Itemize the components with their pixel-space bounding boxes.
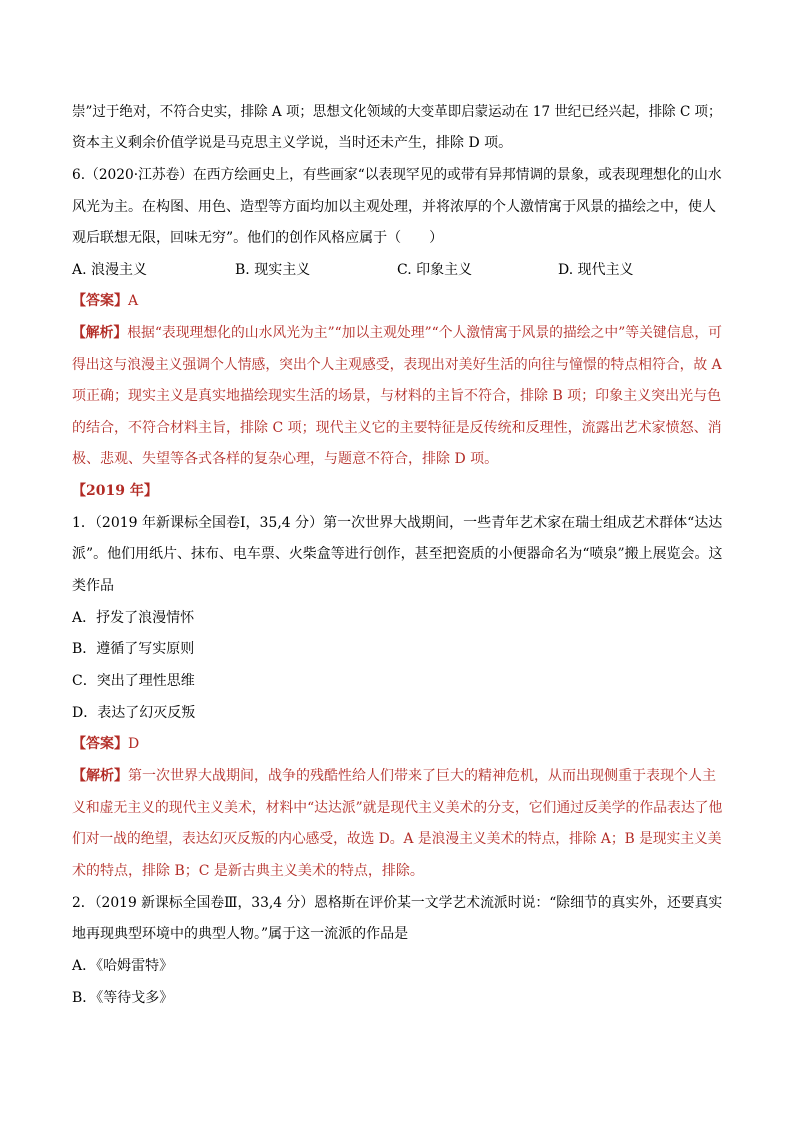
option-b: B．《等待戈多》: [72, 990, 174, 1006]
answer-value: A: [128, 293, 139, 309]
analysis-line: 们对一战的绝望，表达幻灭反叛的内心感受，故选 D。A 是浪漫主义美术的特点，排除 A；B 是现实主义美: [72, 831, 722, 847]
answer-line: [72, 734, 722, 754]
analysis-line: 义和虚无主义的现代主义美术，材料中“达达派”就是现代主义美术的分支，它们通过反美学的作品表达了他: [72, 800, 723, 816]
option-a: A．抒发了浪漫情怀: [72, 610, 195, 626]
answer-line: [72, 291, 722, 311]
answer-value: D: [128, 736, 140, 752]
question-stem-line: 1．（2019 年新课标全国卷Ⅰ，35,4 分）第一次世界大战期间，一些青年艺术家在瑞士组成艺术群体“达达: [72, 515, 723, 531]
analysis-line: 得出这与浪漫主义强调个人情感，突出个人主观感受，表现出对美好生活的向往与憧憬的特点相符合，故 A: [72, 357, 722, 373]
option-a: A．《哈姆雷特》: [72, 958, 174, 974]
question-stem-line: 派”。他们用纸片、抹布、电车票、火柴盒等进行创作，甚至把瓷质的小便器命名为“喷泉”搬上展览会。这: [72, 546, 723, 562]
option-a: A. 浪漫主义: [72, 262, 148, 278]
prev-explanation-line: 资本主义剩余价值学说是马克思主义学说，当时还未产生，排除 D 项。: [72, 135, 513, 151]
question-stem-line: 地再现典型环境中的典型人物。”属于这一流派的作品是: [72, 926, 409, 942]
analysis-label: 【解析】: [72, 768, 128, 784]
option-c: C. 印象主义: [397, 262, 473, 278]
analysis-line: 【解析】根据“表现理想化的山水风光为主”“加以主观处理”“个人激情寓于风景的描绘之中”等关键信息，可: [72, 325, 722, 341]
analysis-line: 项正确；现实主义是真实地描绘现实生活的场景，与材料的主旨不符合，排除 B 项；印象主义突出光与色: [72, 388, 722, 404]
answer-label: 【答案】: [72, 293, 128, 309]
option-c: C．突出了理性思维: [72, 673, 195, 689]
analysis-line: 【解析】第一次世界大战期间，战争的残酷性给人们带来了巨大的精神危机，从而出现侧重于表现个人主: [72, 768, 716, 784]
question-stem-line: 6.（2020·江苏卷）在西方绘画史上，有些画家“以表现罕见的或带有异邦情调的景象，或表现理想化的山水: [72, 167, 722, 183]
year-heading: 【2019 年】: [72, 483, 158, 499]
question-stem-line: 观后联想无限，回味无穷”。他们的创作风格应属于（ ）: [72, 230, 444, 246]
option-d: D. 现代主义: [558, 262, 634, 278]
option-b: B. 现实主义: [235, 262, 311, 278]
analysis-line: 的结合，不符合材料主旨，排除 C 项；现代主义它的主要特征是反传统和反理性，流露出艺术家愤怒、消: [72, 420, 722, 436]
question-stem-line: 风光为主。在构图、用色、造型等方面均加以主观处理，并将浓厚的个人激情寓于风景的描绘之中，使人: [72, 199, 716, 215]
prev-explanation-line: 崇”过于绝对，不符合史实，排除 A 项；思想文化领域的大变革即启蒙运动在 17 世纪已经兴起，排除 C 项；: [72, 104, 722, 120]
option-b: B．遵循了写实原则: [72, 641, 195, 657]
analysis-line: 极、悲观、失望等各式各样的复杂心理，与题意不符合，排除 D 项。: [72, 451, 499, 467]
question-stem-line: 类作品: [72, 578, 114, 594]
analysis-label: 【解析】: [72, 325, 128, 341]
question-stem-line: 2．（2019 新课标全国卷Ⅲ，33,4 分）恩格斯在评价某一文学艺术流派时说：“除细节的真实外，还要真实: [72, 895, 723, 911]
analysis-line: 术的特点，排除 B；C 是新古典主义美术的特点，排除。: [72, 863, 424, 879]
option-d: D．表达了幻灭反叛: [72, 705, 196, 721]
answer-label: 【答案】: [72, 736, 128, 752]
